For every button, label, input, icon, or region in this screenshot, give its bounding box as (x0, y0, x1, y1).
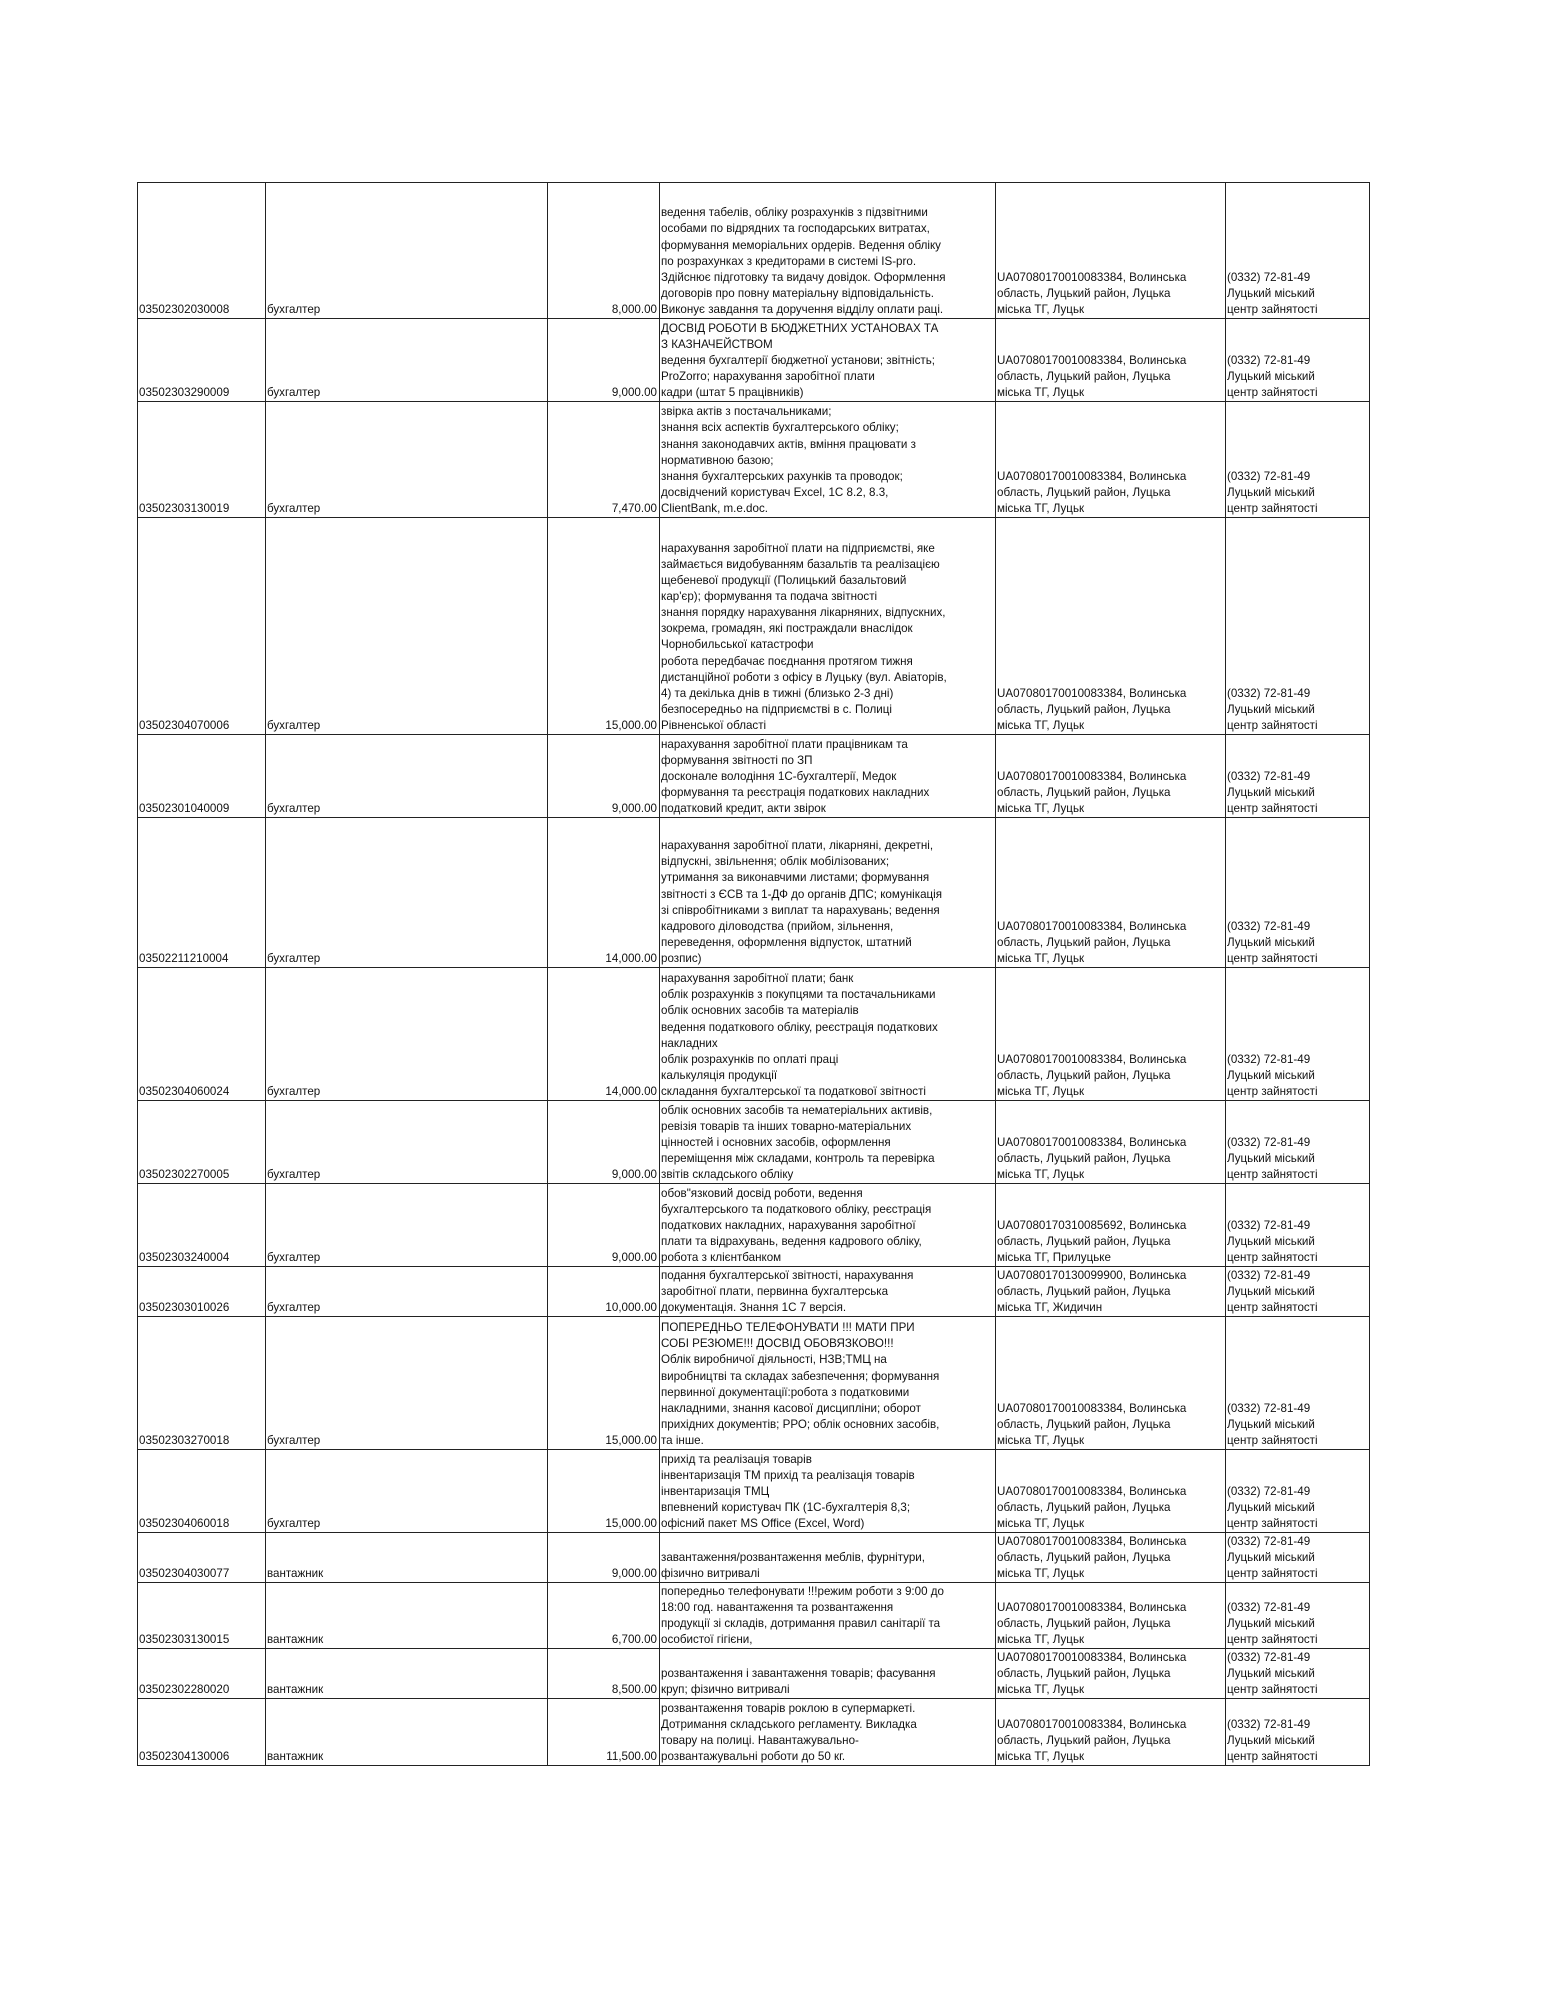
vacancy-id: 03502303130015 (138, 1583, 266, 1649)
employment-center: (0332) 72-81-49 Луцький міський центр зайнятості (1226, 1267, 1370, 1317)
requirements: завантаження/розвантаження меблів, фурнітури, фізично витривалі (660, 1533, 996, 1583)
salary: 8,000.00 (548, 183, 660, 319)
salary: 9,000.00 (548, 319, 660, 402)
employment-center: (0332) 72-81-49 Луцький міський центр зайнятості (1226, 1583, 1370, 1649)
address: UA07080170010083384, Волинська область, Луцький район, Луцька міська ТГ, Луцьк (996, 183, 1226, 319)
requirements: ДОСВІД РОБОТИ В БЮДЖЕТНИХ УСТАНОВАХ ТА З КАЗНАЧЕЙСТВОМ ведення бухгалтерії бюджетної установи; звітність; ProZorro; нарахування заробітної плати кадри (штат 5 працівників) (660, 319, 996, 402)
job-title: бухгалтер (266, 1184, 548, 1267)
employment-center: (0332) 72-81-49 Луцький міський центр зайнятості (1226, 518, 1370, 735)
vacancy-rows (138, 183, 1370, 1766)
address: UA07080170310085692, Волинська область, Луцький район, Луцька міська ТГ, Прилуцьке (996, 1184, 1226, 1267)
vacancy-id: 03502303290009 (138, 319, 266, 402)
salary: 9,000.00 (548, 1533, 660, 1583)
vacancy-id: 03502304060024 (138, 968, 266, 1101)
table-row (138, 183, 1370, 319)
vacancy-id: 03502304030077 (138, 1533, 266, 1583)
table-row (138, 818, 1370, 968)
salary: 11,500.00 (548, 1699, 660, 1766)
address: UA07080170010083384, Волинська область, Луцький район, Луцька міська ТГ, Луцьк (996, 1101, 1226, 1184)
employment-center: (0332) 72-81-49 Луцький міський центр зайнятості (1226, 818, 1370, 968)
requirements: облік основних засобів та нематеріальних активів, ревізія товарів та інших товарно-матеріальних цінностей і основних засобів, оформлення переміщення між складами, контроль та перевірка звітів складського обліку (660, 1101, 996, 1184)
requirements: розвантаження товарів роклою в супермаркеті. Дотримання складського регламенту. Викладка товару на полиці. Навантажувально- розвантажувальні роботи до 50 кг. (660, 1699, 996, 1766)
employment-center: (0332) 72-81-49 Луцький міський центр зайнятості (1226, 1317, 1370, 1450)
table-row (138, 1699, 1370, 1766)
requirements: звірка актів з постачальниками; знання всіх аспектів бухгалтерського обліку; знання законодавчих актів, вміння працювати з нормативною базою; знання бухгалтерських рахунків та проводок; досвідчений користувач Excel, 1С 8.2, 8.3, ClientBank, m.e.doc. (660, 402, 996, 518)
vacancy-id: 03502303010026 (138, 1267, 266, 1317)
employment-center: (0332) 72-81-49 Луцький міський центр зайнятості (1226, 1101, 1370, 1184)
address: UA07080170010083384, Волинська область, Луцький район, Луцька міська ТГ, Луцьк (996, 1649, 1226, 1699)
employment-center: (0332) 72-81-49 Луцький міський центр зайнятості (1226, 1450, 1370, 1533)
salary: 9,000.00 (548, 735, 660, 818)
salary: 15,000.00 (548, 1317, 660, 1450)
job-title: бухгалтер (266, 1267, 548, 1317)
requirements: нарахування заробітної плати на підприємстві, яке займається видобуванням базальтів та реалізацією щебеневої продукції (Полицький базальтовий кар'єр); формування та подача звітності знання порядку нарахування лікарняних, відпускних, зокрема, громадян, які постраждали внаслідок Чорнобильської катастрофи робота передбачає поєднання протягом тижня дистанційної роботи з офісу в Луцьку (вул. Авіаторів, 4) та декілька днів в тижні (близько 2-3 дні) безпосередньо на підприємстві в с. Полиці Рівненської області (660, 518, 996, 735)
table-row (138, 518, 1370, 735)
job-title: бухгалтер (266, 818, 548, 968)
vacancy-id: 03502302030008 (138, 183, 266, 319)
requirements: нарахування заробітної плати; банк облік розрахунків з покупцями та постачальниками облік основних засобів та матеріалів ведення податкового обліку, реєстрація податкових накладних облік розрахунків по оплаті праці калькуляція продукції складання бухгалтерської та податкової звітності (660, 968, 996, 1101)
address: UA07080170130099900, Волинська область, Луцький район, Луцька міська ТГ, Жидичин (996, 1267, 1226, 1317)
salary: 14,000.00 (548, 968, 660, 1101)
address: UA07080170010083384, Волинська область, Луцький район, Луцька міська ТГ, Луцьк (996, 1699, 1226, 1766)
table-row (138, 1649, 1370, 1699)
employment-center: (0332) 72-81-49 Луцький міський центр зайнятості (1226, 402, 1370, 518)
address: UA07080170010083384, Волинська область, Луцький район, Луцька міська ТГ, Луцьк (996, 319, 1226, 402)
requirements: прихід та реалізація товарів інвентаризація ТМ прихід та реалізація товарів інвентаризація ТМЦ впевнений користувач ПК (1С-бухгалтерія 8,3; офісний пакет MS Office (Excel, Word) (660, 1450, 996, 1533)
employment-center: (0332) 72-81-49 Луцький міський центр зайнятості (1226, 735, 1370, 818)
salary: 15,000.00 (548, 1450, 660, 1533)
salary: 9,000.00 (548, 1101, 660, 1184)
requirements: ПОПЕРЕДНЬО ТЕЛЕФОНУВАТИ !!! МАТИ ПРИ СОБІ РЕЗЮМЕ!!! ДОСВІД ОБОВЯЗКОВО!!! Облік виробничої діяльності, НЗВ;ТМЦ на виробництві та складах забезпечення; формування первинної документації:робота з податковими накладними, знання касової дисципліни; оборот прихідних документів; РРО; облік основних засобів, та інше. (660, 1317, 996, 1450)
address: UA07080170010083384, Волинська область, Луцький район, Луцька міська ТГ, Луцьк (996, 518, 1226, 735)
employment-center: (0332) 72-81-49 Луцький міський центр зайнятості (1226, 1533, 1370, 1583)
vacancy-id: 03502303240004 (138, 1184, 266, 1267)
table-row (138, 319, 1370, 402)
vacancy-id: 03502211210004 (138, 818, 266, 968)
employment-center: (0332) 72-81-49 Луцький міський центр зайнятості (1226, 968, 1370, 1101)
requirements: ведення табелів, обліку розрахунків з підзвітними особами по відрядних та господарських витратах, формування меморіальних ордерів. Ведення обліку по розрахунках з кредиторами в системі IS-pro. Здійснює підготовку та видачу довідок. Оформлення договорів про повну матеріальну відповідальність. Виконує завдання та доручення відділу оплати раці. (660, 183, 996, 319)
table-row (138, 1450, 1370, 1533)
table-row (138, 735, 1370, 818)
address: UA07080170010083384, Волинська область, Луцький район, Луцька міська ТГ, Луцьк (996, 818, 1226, 968)
address: UA07080170010083384, Волинська область, Луцький район, Луцька міська ТГ, Луцьк (996, 1533, 1226, 1583)
job-title: вантажник (266, 1533, 548, 1583)
job-title: вантажник (266, 1699, 548, 1766)
vacancy-id: 03502304060018 (138, 1450, 266, 1533)
job-title: бухгалтер (266, 319, 548, 402)
vacancy-id: 03502302280020 (138, 1649, 266, 1699)
job-title: бухгалтер (266, 518, 548, 735)
salary: 6,700.00 (548, 1583, 660, 1649)
table-row (138, 1583, 1370, 1649)
salary: 9,000.00 (548, 1184, 660, 1267)
table-row (138, 1101, 1370, 1184)
salary: 8,500.00 (548, 1649, 660, 1699)
employment-center: (0332) 72-81-49 Луцький міський центр зайнятості (1226, 319, 1370, 402)
table-row (138, 402, 1370, 518)
address: UA07080170010083384, Волинська область, Луцький район, Луцька міська ТГ, Луцьк (996, 402, 1226, 518)
employment-center: (0332) 72-81-49 Луцький міський центр зайнятості (1226, 1649, 1370, 1699)
requirements: нарахування заробітної плати, лікарняні, декретні, відпускні, звільнення; облік мобілізованих; утримання за виконавчими листами; формування звітності з ЄСВ та 1-ДФ до органів ДПС; комунікація зі співробітниками з виплат та нарахувань; ведення кадрового діловодства (прийом, зільнення, переведення, оформлення відпусток, штатний розпис) (660, 818, 996, 968)
employment-center: (0332) 72-81-49 Луцький міський центр зайнятості (1226, 1699, 1370, 1766)
vacancy-table (137, 182, 1370, 1766)
vacancy-id: 03502303130019 (138, 402, 266, 518)
salary: 10,000.00 (548, 1267, 660, 1317)
job-title: бухгалтер (266, 735, 548, 818)
table-row (138, 1267, 1370, 1317)
vacancy-id: 03502302270005 (138, 1101, 266, 1184)
job-title: вантажник (266, 1649, 548, 1699)
address: UA07080170010083384, Волинська область, Луцький район, Луцька міська ТГ, Луцьк (996, 968, 1226, 1101)
job-title: бухгалтер (266, 1101, 548, 1184)
job-title: бухгалтер (266, 968, 548, 1101)
job-title: бухгалтер (266, 402, 548, 518)
requirements: попередньо телефонувати !!!режим роботи з 9:00 до 18:00 год. навантаження та розвантаження продукції зі складів, дотримання правил санітарії та особистої гігієни, (660, 1583, 996, 1649)
employment-center: (0332) 72-81-49 Луцький міський центр зайнятості (1226, 183, 1370, 319)
address: UA07080170010083384, Волинська область, Луцький район, Луцька міська ТГ, Луцьк (996, 735, 1226, 818)
table-row (138, 968, 1370, 1101)
vacancy-id: 03502303270018 (138, 1317, 266, 1450)
table-row (138, 1184, 1370, 1267)
requirements: розвантаження і завантаження товарів; фасування круп; фізично витривалі (660, 1649, 996, 1699)
job-title: бухгалтер (266, 183, 548, 319)
requirements: подання бухгалтерської звітності, нарахування заробітної плати, первинна бухгалтерська документація. Знання 1С 7 версія. (660, 1267, 996, 1317)
requirements: нарахування заробітної плати працівникам та формування звітності по ЗП досконале володіння 1С-бухгалтерії, Медок формування та реєстрація податкових накладних податковий кредит, акти звірок (660, 735, 996, 818)
salary: 14,000.00 (548, 818, 660, 968)
salary: 15,000.00 (548, 518, 660, 735)
vacancy-id: 03502304130006 (138, 1699, 266, 1766)
employment-center: (0332) 72-81-49 Луцький міський центр зайнятості (1226, 1184, 1370, 1267)
table-row (138, 1533, 1370, 1583)
salary: 7,470.00 (548, 402, 660, 518)
address: UA07080170010083384, Волинська область, Луцький район, Луцька міська ТГ, Луцьк (996, 1583, 1226, 1649)
table-row (138, 1317, 1370, 1450)
vacancy-id: 03502304070006 (138, 518, 266, 735)
vacancy-id: 03502301040009 (138, 735, 266, 818)
address: UA07080170010083384, Волинська область, Луцький район, Луцька міська ТГ, Луцьк (996, 1450, 1226, 1533)
address: UA07080170010083384, Волинська область, Луцький район, Луцька міська ТГ, Луцьк (996, 1317, 1226, 1450)
requirements: обов"язковий досвід роботи, ведення бухгалтерського та податкового обліку, реєстрація податкових накладних, нарахування заробітної плати та відрахувань, ведення кадрового обліку, робота з клієнтбанком (660, 1184, 996, 1267)
job-title: бухгалтер (266, 1450, 548, 1533)
job-title: вантажник (266, 1583, 548, 1649)
job-title: бухгалтер (266, 1317, 548, 1450)
